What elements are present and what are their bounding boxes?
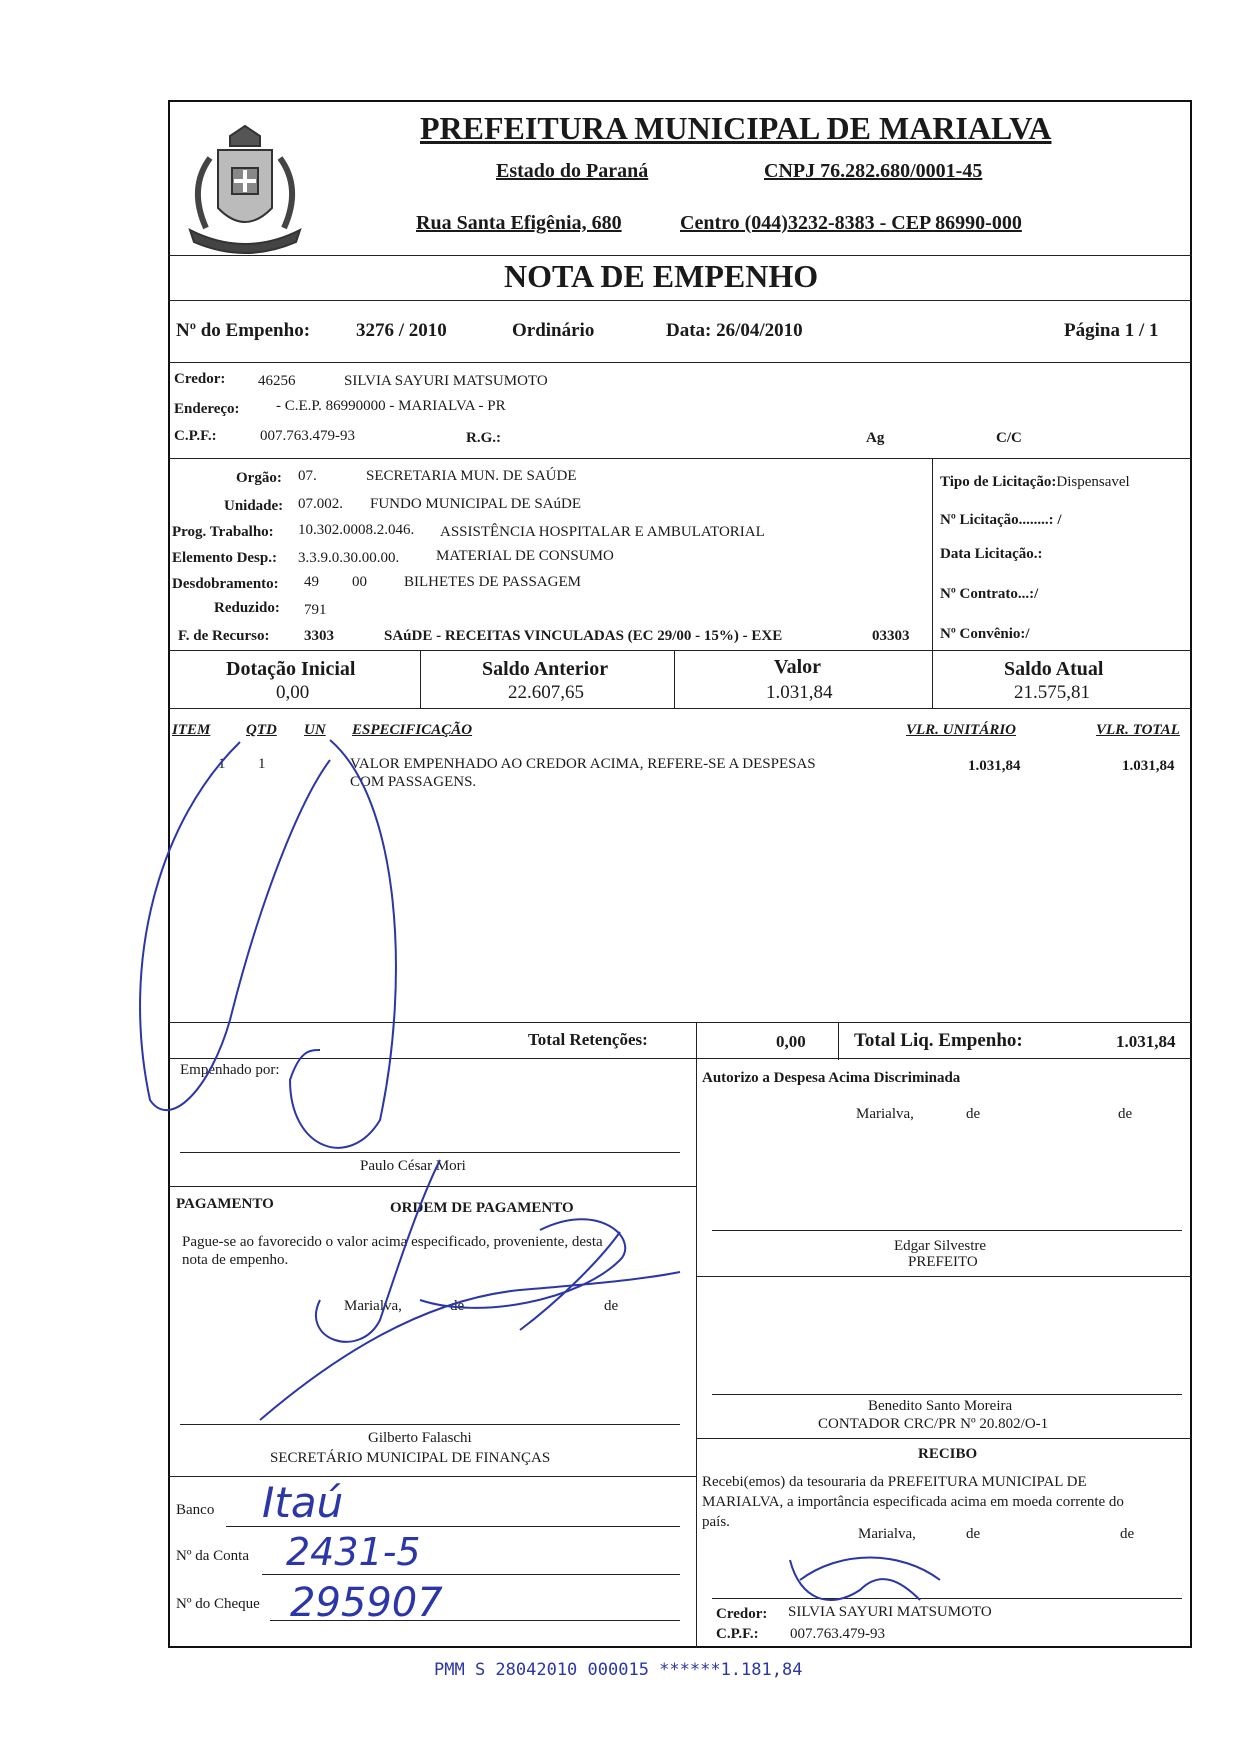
de-right-1: de (966, 1106, 981, 1122)
pague-line2: nota de empenho. (182, 1252, 289, 1268)
endereco-value: - C.E.P. 86990000 - MARIALVA - PR (276, 398, 506, 414)
secretario-title: SECRETÁRIO MUNICIPAL DE FINANÇAS (270, 1450, 551, 1466)
cheque-label: Nº do Cheque (176, 1596, 260, 1612)
credor-name: SILVIA SAYURI MATSUMOTO (344, 373, 548, 389)
credor-label: Credor: (174, 371, 226, 387)
empenho-number-label: Nº do Empenho: (176, 320, 311, 341)
recurso-code: 3303 (304, 628, 334, 644)
prog-label: Prog. Trabalho: (172, 524, 274, 540)
row-vlr-unitario: 1.031,84 (968, 758, 1021, 774)
recibo-line2: MARIALVA, a importância especificada acima em moeda corrente do (702, 1494, 1124, 1510)
paulo-name: Paulo César Mori (360, 1158, 466, 1174)
credor-code: 46256 (258, 373, 296, 389)
saldo-anterior-value: 22.607,65 (508, 682, 584, 703)
cc-label: C/C (996, 430, 1022, 446)
unidade-label: Unidade: (224, 498, 284, 514)
prog-value: ASSISTÊNCIA HOSPITALAR E AMBULATORIAL (440, 524, 765, 540)
desdobramento-code2: 00 (352, 574, 367, 590)
unidade-code: 07.002. (298, 496, 343, 512)
ag-label: Ag (866, 430, 885, 446)
marialva-right-2: Marialva, (858, 1526, 916, 1542)
row-vlr-total: 1.031,84 (1122, 758, 1175, 774)
recibo-credor-name: SILVIA SAYURI MATSUMOTO (788, 1604, 992, 1620)
address-label: Rua Santa Efigênia, 680 (416, 212, 622, 234)
pague-line1: Pague-se ao favorecido o valor acima especificado, proveniente, desta (182, 1234, 603, 1250)
row-qtd: 1 (258, 756, 266, 772)
col-vlr-unitario: VLR. UNITÁRIO (906, 722, 1017, 738)
elemento-label: Elemento Desp.: (172, 550, 277, 566)
orgao-label: Orgão: (236, 470, 282, 486)
unidade-value: FUNDO MUNICIPAL DE SAúDE (370, 496, 581, 512)
empenho-type: Ordinário (512, 320, 595, 341)
cheque-handwritten: 295907 (290, 1580, 443, 1626)
ordem-pagamento-label: ORDEM DE PAGAMENTO (390, 1200, 574, 1216)
de-left-2: de (604, 1298, 619, 1314)
orgao-value: SECRETARIA MUN. DE SAÚDE (366, 468, 577, 484)
desdobramento-code1: 49 (304, 574, 319, 590)
total-retencoes-label: Total Retenções: (528, 1030, 648, 1049)
recibo-credor-label: Credor: (716, 1606, 768, 1622)
page-title: PREFEITURA MUNICIPAL DE MARIALVA (420, 110, 1052, 146)
desdobramento-value: BILHETES DE PASSAGEM (404, 574, 581, 590)
reduzido-label: Reduzido: (214, 600, 280, 616)
convenio-label: Nº Convênio:/ (940, 626, 1030, 642)
autorizo-label: Autorizo a Despesa Acima Discriminada (702, 1070, 961, 1086)
empenho-number: 3276 / 2010 (356, 320, 447, 341)
total-liquido-label: Total Liq. Empenho: (854, 1030, 1023, 1051)
endereco-label: Endereço: (174, 401, 240, 417)
recibo-line1: Recebi(emos) da tesouraria da PREFEITURA MUNICIPAL DE (702, 1474, 1087, 1490)
recibo-line3: país. (702, 1514, 730, 1530)
saldo-atual-label: Saldo Atual (1004, 658, 1104, 680)
cpf-label: C.P.F.: (174, 428, 217, 444)
de-right-4: de (1120, 1526, 1135, 1542)
edgar-name: Edgar Silvestre (894, 1238, 987, 1254)
de-right-2: de (1118, 1106, 1133, 1122)
licitacao-numero: Nº Licitação........: / (940, 512, 1062, 528)
state-label: Estado do Paraná (496, 160, 649, 182)
marialva-left: Marialva, (344, 1298, 402, 1314)
prefeito-title: PREFEITO (908, 1254, 978, 1270)
empenho-date: Data: 26/04/2010 (666, 320, 803, 341)
cnpj-label: CNPJ 76.282.680/0001-45 (764, 160, 983, 182)
de-right-3: de (966, 1526, 981, 1542)
cpf-value: 007.763.479-93 (260, 428, 355, 444)
pagamento-label: PAGAMENTO (176, 1196, 274, 1212)
row-espec-line2: COM PASSAGENS. (350, 774, 477, 790)
col-vlr-total: VLR. TOTAL (1096, 722, 1180, 738)
desdobramento-label: Desdobramento: (172, 576, 279, 592)
saldo-atual-value: 21.575,81 (1014, 682, 1090, 703)
reduzido-value: 791 (304, 602, 327, 618)
valor-label: Valor (774, 656, 822, 678)
recibo-cpf-label: C.P.F.: (716, 1626, 759, 1642)
elemento-value: MATERIAL DE CONSUMO (436, 548, 614, 564)
banco-handwritten: Itaú (262, 1478, 344, 1527)
orgao-code: 07. (298, 468, 317, 484)
total-liquido-value: 1.031,84 (1116, 1032, 1176, 1051)
col-especificacao: ESPECIFICAÇÃO (352, 722, 473, 738)
recurso-value: SAúDE - RECEITAS VINCULADAS (EC 29/00 - 15%) - EXE (384, 628, 783, 644)
row-item: 1 (218, 756, 226, 772)
valor-value: 1.031,84 (766, 682, 833, 703)
page-number: Página 1 / 1 (1064, 320, 1159, 341)
conta-handwritten: 2431-5 (286, 1530, 421, 1574)
recibo-title: RECIBO (918, 1446, 978, 1462)
saldo-anterior-label: Saldo Anterior (482, 658, 609, 680)
rg-label: R.G.: (466, 430, 501, 446)
banco-label: Banco (176, 1502, 215, 1518)
licitacao-tipo-value: Dispensavel (1056, 474, 1130, 490)
contador-title: CONTADOR CRC/PR Nº 20.802/O-1 (818, 1416, 1049, 1432)
contrato-label: Nº Contrato...:/ (940, 586, 1039, 602)
address2-label: Centro (044)3232-8383 - CEP 86990-000 (680, 212, 1022, 234)
dotacao-inicial-value: 0,00 (276, 682, 310, 703)
col-un: UN (304, 722, 326, 738)
elemento-code: 3.3.9.0.30.00.00. (298, 550, 400, 566)
marialva-right-1: Marialva, (856, 1106, 914, 1122)
row-espec-line1: VALOR EMPENHADO AO CREDOR ACIMA, REFERE-SE A DESPESAS (350, 756, 816, 772)
col-qtd: QTD (246, 722, 277, 738)
recurso-label: F. de Recurso: (178, 628, 270, 644)
conta-label: Nº da Conta (176, 1548, 249, 1564)
dotacao-inicial-label: Dotação Inicial (226, 658, 356, 680)
footer-stamp: PMM S 28042010 000015 ******1.181,84 (434, 1660, 803, 1680)
col-item: ITEM (172, 722, 211, 738)
recibo-cpf-value: 007.763.479-93 (790, 1626, 885, 1642)
total-retencoes-value: 0,00 (776, 1032, 806, 1051)
empenhado-por-label: Empenhado por: (180, 1062, 280, 1078)
recurso-code2: 03303 (872, 628, 910, 644)
document-title: NOTA DE EMPENHO (504, 258, 819, 294)
prog-code: 10.302.0008.2.046. (298, 522, 415, 538)
gilberto-name: Gilberto Falaschi (368, 1430, 472, 1446)
benedito-name: Benedito Santo Moreira (868, 1398, 1013, 1414)
licitacao-tipo-label: Tipo de Licitação:Dispensavel (940, 474, 1130, 490)
de-left-1: de (450, 1298, 465, 1314)
licitacao-data: Data Licitação.: (940, 546, 1043, 562)
